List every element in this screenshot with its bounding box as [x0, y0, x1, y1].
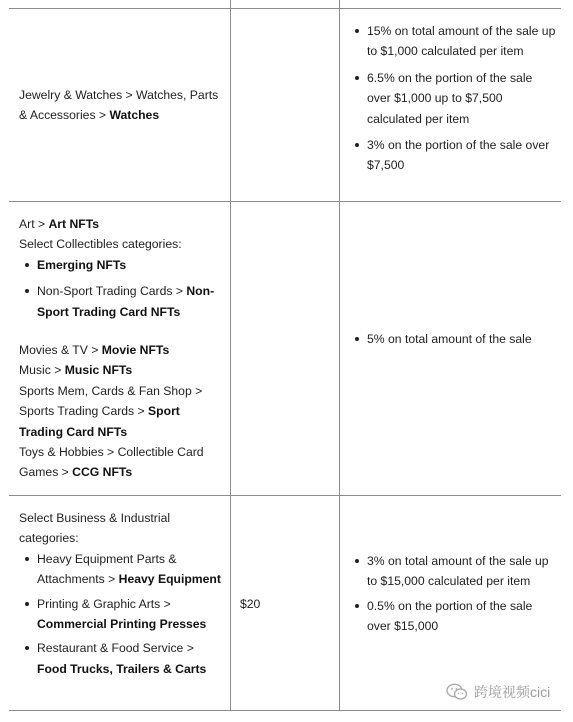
row2-collectibles-list	[19, 255, 224, 322]
row1-rates-cell	[349, 21, 557, 176]
row3-item	[19, 594, 226, 635]
row3-rate-item: 0.5% on the portion of the sale over $15,000	[349, 596, 557, 637]
row1-category-bold: Watches	[109, 108, 160, 123]
row3-item-bold: Commercial Printing Presses	[37, 617, 207, 632]
row1-rates-list	[349, 21, 557, 176]
row2-toys-bold: CCG NFTs	[72, 465, 133, 480]
row3-fee: $20	[240, 597, 261, 611]
row2-sports-bold: Sport Trading Card NFTs	[19, 404, 180, 439]
row2-rate-item: 5% on total amount of the sale	[349, 329, 557, 349]
wechat-icon	[446, 683, 468, 701]
row1-category-cell	[19, 85, 224, 126]
row2-sports-path: Sports Mem, Cards & Fan Shop > Sports Trading Cards >	[19, 383, 203, 419]
column-divider	[339, 0, 340, 711]
column-divider	[230, 0, 231, 711]
row3-item	[19, 638, 226, 679]
row2-movies-path: Movies & TV >	[19, 343, 102, 358]
row2-category-cell	[19, 214, 224, 483]
row2-collectible-path: Non-Sport Trading Cards >	[37, 284, 187, 299]
row-divider	[9, 8, 561, 9]
row3-item-path: Printing & Graphic Arts >	[37, 596, 171, 611]
row1-rate-item: 6.5% on the portion of the sale over $1,000 up to $7,500 calculated per item	[349, 68, 557, 129]
row3-item-path: Restaurant & Food Service >	[37, 641, 194, 656]
row3-rates-cell	[349, 551, 557, 637]
row-divider	[9, 201, 561, 202]
row2-collectible-bold: Non-Sport Trading Card NFTs	[37, 284, 215, 319]
watermark	[446, 682, 550, 702]
row2-select-collectibles: Select Collectibles categories:	[19, 237, 182, 252]
row2-art-line	[19, 214, 224, 234]
row2-collectible-item	[19, 281, 224, 322]
row2-sports-line	[19, 381, 224, 442]
row2-collectible-item	[19, 255, 224, 275]
row3-item-bold: Heavy Equipment	[118, 572, 221, 587]
row2-rates-list	[349, 329, 557, 349]
row3-item	[19, 549, 226, 590]
row2-rates-cell	[349, 329, 557, 349]
row3-fee-cell	[240, 594, 332, 614]
row2-music-line	[19, 360, 224, 380]
row-divider	[9, 710, 561, 711]
row2-movies-line	[19, 340, 224, 360]
row3-rates-list	[349, 551, 557, 637]
row3-select-business: Select Business & Industrial categories:	[19, 511, 171, 546]
row3-items-list	[19, 549, 226, 679]
row1-rate-item: 3% on the portion of the sale over $7,500	[349, 135, 557, 176]
row3-rate-item: 3% on total amount of the sale up to $15,000 calculated per item	[349, 551, 557, 592]
row2-art-path: Art >	[19, 217, 49, 231]
watermark-text: 跨境视频cici	[474, 684, 551, 700]
row2-art-bold: Art NFTs	[48, 217, 100, 231]
row-divider	[9, 495, 561, 496]
row2-toys-path: Toys & Hobbies > Collectible Card Games >	[19, 445, 204, 480]
row2-music-bold: Music NFTs	[64, 363, 133, 378]
row1-rate-item: 15% on total amount of the sale up to $1,000 calculated per item	[349, 21, 557, 62]
row3-item-bold: Food Trucks, Trailers & Carts	[37, 661, 207, 676]
row2-collectible-bold: Emerging NFTs	[37, 257, 127, 272]
row3-category-cell	[19, 508, 226, 679]
row2-music-path: Music >	[19, 363, 65, 378]
row2-toys-line	[19, 442, 224, 483]
row3-item-path: Heavy Equipment Parts & Attachments >	[37, 551, 177, 587]
row2-movies-bold: Movie NFTs	[101, 343, 170, 358]
row1-category-path: Jewelry & Watches > Watches, Parts & Accessories >	[19, 88, 219, 123]
